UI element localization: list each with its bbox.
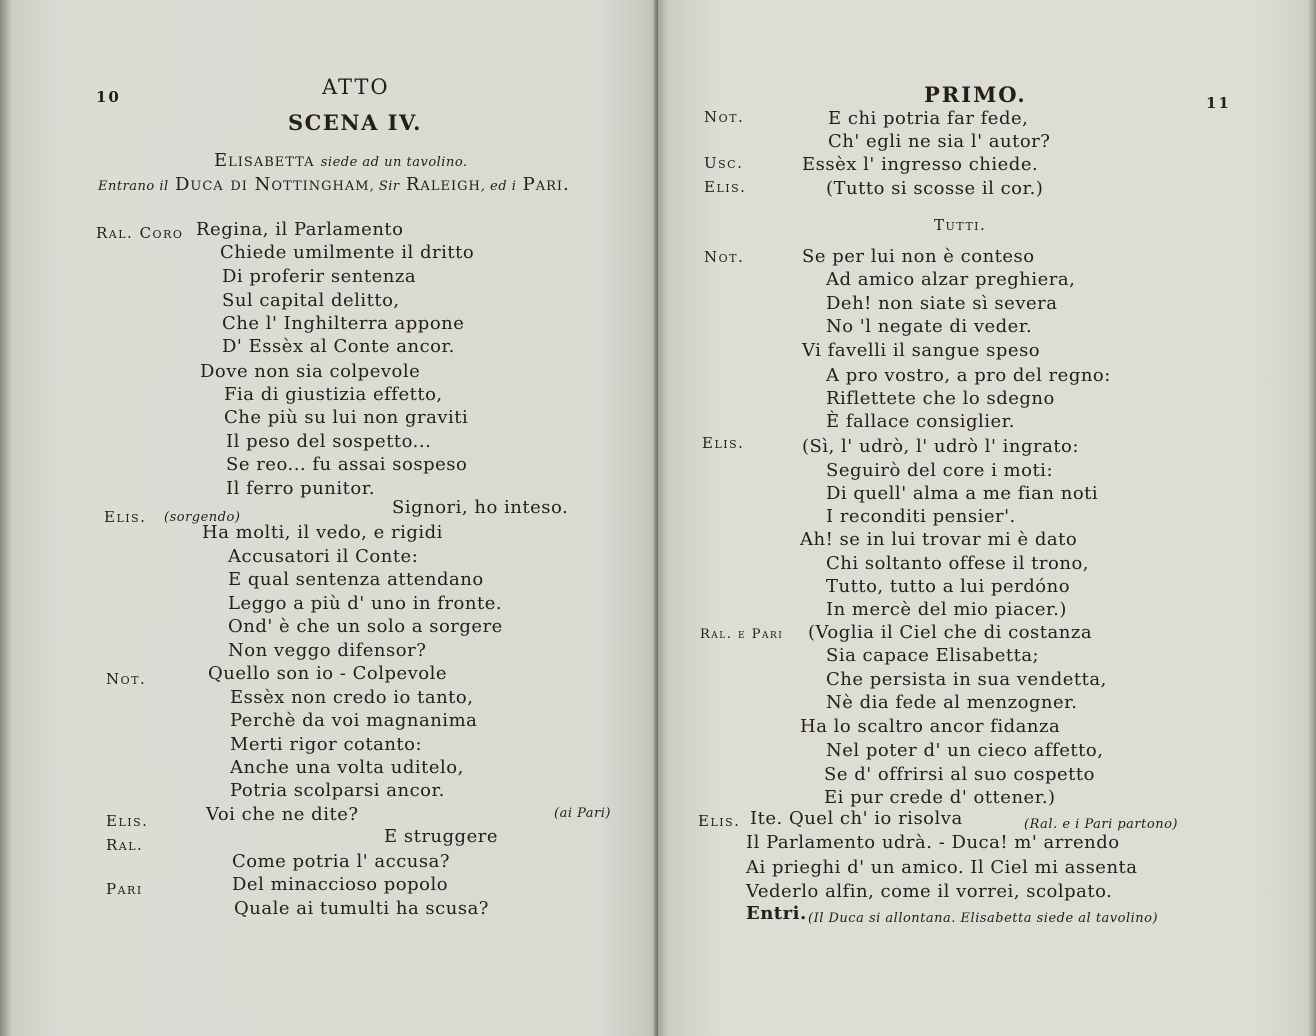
speaker: Usc. bbox=[704, 154, 744, 172]
speaker: Elis. bbox=[704, 178, 747, 196]
verse-line: Sia capace Elisabetta; bbox=[826, 645, 1040, 666]
speaker: Ral. e Pari bbox=[700, 627, 784, 642]
verse-line: Se per lui non è conteso bbox=[802, 246, 1035, 267]
verse-line: Voi che ne dite? bbox=[206, 804, 359, 825]
speaker: Elis. bbox=[106, 812, 149, 830]
speaker: Elis. bbox=[698, 812, 741, 830]
direction-text: , ed i bbox=[480, 179, 517, 194]
verse-line: Chiede umilmente il dritto bbox=[220, 242, 475, 263]
running-head: PRIMO. bbox=[924, 82, 1027, 107]
verse-line: Essèx l' ingresso chiede. bbox=[802, 154, 1039, 175]
verse-line: Dove non sia colpevole bbox=[200, 361, 421, 382]
verse-line: Quello son io - Colpevole bbox=[208, 663, 448, 684]
verse-line: Che l' Inghilterra appone bbox=[222, 313, 465, 334]
speaker: Not. bbox=[704, 108, 745, 126]
verse-line: E chi potria far fede, bbox=[828, 108, 1029, 129]
verse-line: Il ferro punitor. bbox=[226, 478, 376, 499]
verse-line: Perchè da voi magnanima bbox=[230, 710, 478, 731]
running-head: ATTO bbox=[322, 75, 390, 99]
verse-line: Seguirò del core i moti: bbox=[826, 460, 1054, 481]
verse-line: Ite. Quel ch' io risolva bbox=[750, 808, 963, 829]
speaker: Not. bbox=[106, 670, 147, 688]
verse-line: E struggere bbox=[384, 826, 498, 847]
direction-text: Entrano il bbox=[98, 179, 169, 194]
verse-line: Ond' è che un solo a sorgere bbox=[228, 616, 503, 637]
verse-line: Nel poter d' un cieco affetto, bbox=[826, 740, 1104, 761]
tutti-heading: Tutti. bbox=[934, 216, 987, 234]
speaker: Elis. bbox=[104, 508, 147, 526]
verse-line: Leggo a più d' uno in fronte. bbox=[228, 593, 503, 614]
verse-line: Potria scolparsi ancor. bbox=[230, 780, 445, 801]
verse-line: Di quell' alma a me fian noti bbox=[826, 483, 1099, 504]
verse-line: In mercè del mio piacer.) bbox=[826, 599, 1067, 620]
speaker: Not. bbox=[704, 248, 745, 266]
character-name: Duca di Nottingham bbox=[174, 174, 370, 195]
verse-line: Che più su lui non graviti bbox=[224, 407, 469, 428]
verse-line: Se d' offrirsi al suo cospetto bbox=[824, 764, 1095, 785]
verse-line: Se reo... fu assai sospeso bbox=[226, 454, 468, 475]
verse-line: Fia di giustizia effetto, bbox=[224, 384, 443, 405]
verse-line: Regina, il Parlamento bbox=[196, 219, 404, 240]
verse-line: E qual sentenza attendano bbox=[228, 569, 484, 590]
verse-line: Ch' egli ne sia l' autor? bbox=[828, 131, 1051, 152]
verse-line: Vi favelli il sangue speso bbox=[802, 340, 1041, 361]
verse-line: Non veggo difensor? bbox=[228, 640, 427, 661]
verse-line: Nè dia fede al menzogner. bbox=[826, 692, 1078, 713]
speaker: Ral. bbox=[106, 836, 144, 854]
verse-line: (Tutto si scosse il cor.) bbox=[826, 178, 1044, 199]
speaker: Elis. bbox=[702, 434, 745, 452]
speaker: Pari bbox=[106, 880, 143, 898]
stage-direction: (Il Duca si allontana. Elisabetta siede al tavolino) bbox=[808, 911, 1159, 926]
verse-line: È fallace consiglier. bbox=[826, 411, 1015, 432]
verse-line: Del minaccioso popolo bbox=[232, 874, 449, 895]
verse-line: Tutto, tutto a lui perdóno bbox=[826, 576, 1071, 597]
verse-line: Entri. bbox=[746, 903, 807, 924]
verse-line: (Voglia il Ciel che di costanza bbox=[808, 622, 1093, 643]
scene-title: SCENA IV. bbox=[288, 110, 422, 135]
verse-line: Il Parlamento udrà. - Duca! m' arrendo bbox=[746, 832, 1120, 853]
direction-text: siede ad un tavolino. bbox=[320, 155, 468, 170]
speaker: Ral. Coro bbox=[96, 224, 184, 242]
verse-line: A pro vostro, a pro del regno: bbox=[826, 365, 1111, 386]
verse-line: I reconditi pensier'. bbox=[826, 506, 1016, 527]
verse-line: Signori, ho inteso. bbox=[392, 497, 569, 518]
verse-line: D' Essèx al Conte ancor. bbox=[222, 336, 455, 357]
verse-line: Riflettete che lo sdegno bbox=[826, 388, 1055, 409]
verse-line: Come potria l' accusa? bbox=[232, 851, 450, 872]
stage-direction: (Ral. e i Pari partono) bbox=[1024, 817, 1178, 832]
character-name: Elisabetta bbox=[214, 150, 315, 171]
verse-line: Accusatori il Conte: bbox=[228, 546, 419, 567]
verse-line: Deh! non siate sì severa bbox=[826, 293, 1058, 314]
verse-line: Chi soltanto offese il trono, bbox=[826, 553, 1090, 574]
verse-line: Ei pur crede d' ottener.) bbox=[824, 787, 1056, 808]
stage-direction bbox=[214, 150, 468, 174]
verse-line: Ha molti, il vedo, e rigidi bbox=[202, 522, 443, 543]
character-name: Pari. bbox=[522, 174, 570, 195]
verse-line: Il peso del sospetto... bbox=[226, 431, 432, 452]
stage-direction bbox=[98, 174, 570, 198]
verse-line: Merti rigor cotanto: bbox=[230, 734, 423, 755]
page-number: 10 bbox=[96, 88, 121, 106]
verse-line: Sul capital delitto, bbox=[222, 290, 400, 311]
verse-line: Essèx non credo io tanto, bbox=[230, 687, 474, 708]
verse-line: Quale ai tumulti ha scusa? bbox=[234, 898, 489, 919]
verse-line: Che persista in sua vendetta, bbox=[826, 669, 1107, 690]
verse-line: Ha lo scaltro ancor fidanza bbox=[800, 716, 1061, 737]
stage-direction: (sorgendo) bbox=[164, 510, 241, 525]
verse-line: Anche una volta uditelo, bbox=[230, 757, 464, 778]
verse-line: (Sì, l' udrò, l' udrò l' ingrato: bbox=[802, 436, 1079, 457]
verse-line: Vederlo alfin, come il vorrei, scolpato. bbox=[746, 881, 1113, 902]
character-name: Raleigh bbox=[405, 174, 481, 195]
verse-line: Di proferir sentenza bbox=[222, 266, 417, 287]
verse-line: Ad amico alzar preghiera, bbox=[826, 269, 1076, 290]
right-page bbox=[658, 0, 1316, 1036]
verse-line: No 'l negate di veder. bbox=[826, 316, 1033, 337]
direction-text: , Sir bbox=[369, 179, 400, 194]
verse-line: Ai prieghi d' un amico. Il Ciel mi assenta bbox=[746, 857, 1138, 878]
verse-line: Ah! se in lui trovar mi è dato bbox=[800, 529, 1078, 550]
stage-direction: (ai Pari) bbox=[554, 806, 611, 821]
page-number: 11 bbox=[1206, 94, 1231, 112]
